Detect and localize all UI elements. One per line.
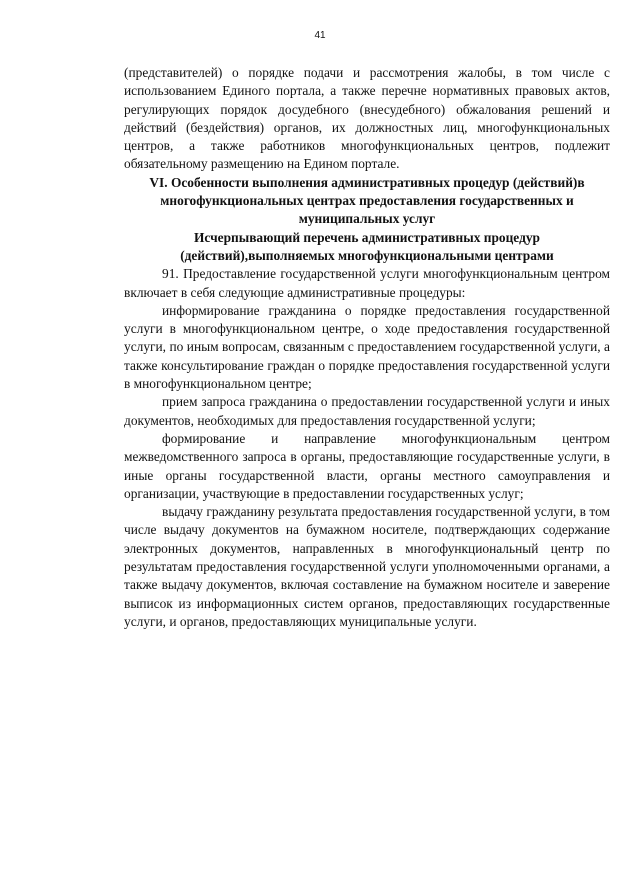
intro-paragraph: (представителей) о порядке подачи и рассмотрения жалобы, в том числе с использованием Единого портала, а также перечне нормативных правовых актов, регулирующих порядок досудебного (внесудебного) обжалования решений и действий (бездействия) органов, их должностных лиц, многофункциональных центров, а также работников многофункциональных центров, подлежит обязательному размещению на Едином портале.	[124, 65, 610, 172]
sub-heading: Исчерпывающий перечень административных процедур (действий),выполняемых многофункциональными центрами	[180, 229, 554, 263]
list-item: формирование и направление многофункциональным центром межведомственного запроса в органы, предоставляющие государственные услуги, в иные органы государственной власти, органы местного самоуправления и организации, участвующие в предоставлении государственных услуг;	[124, 430, 610, 501]
document-body	[124, 64, 610, 631]
paragraph-91: 91. Предоставление государственной услуги многофункциональным центром включает в себя следующие административные процедуры:	[124, 266, 610, 300]
list-item: выдачу гражданину результата предоставления государственной услуги, в том числе выдачу документов на бумажном носителе, подтверждающих содержание электронных документов, направленных в многофункциональный центр по результатам предоставления государственной услуги уполномоченными органами, а также выдачу документов, включая составление на бумажном носителе и заверение выписок из информационных систем органов, предоставляющих государственные услуги, и органов, предоставляющих муниципальные услуги.	[124, 504, 610, 629]
section-heading: VI. Особенности выполнения административных процедур (действий)в многофункциональных центрах предоставления государственных и муниципальных услуг	[149, 174, 585, 227]
list-item: информирование гражданина о порядке предоставления государственной услуги в многофункциональном центре, о ходе предоставления государственной услуги, по иным вопросам, связанным с предоставлением государственной услуги, а также консультирование граждан о порядке предоставления государственной услуги в многофункциональном центре;	[124, 302, 610, 392]
page-number: 41	[314, 30, 326, 41]
list-item: прием запроса гражданина о предоставлении государственной услуги и иных документов, необходимых для предоставления государственной услуги;	[124, 394, 610, 428]
